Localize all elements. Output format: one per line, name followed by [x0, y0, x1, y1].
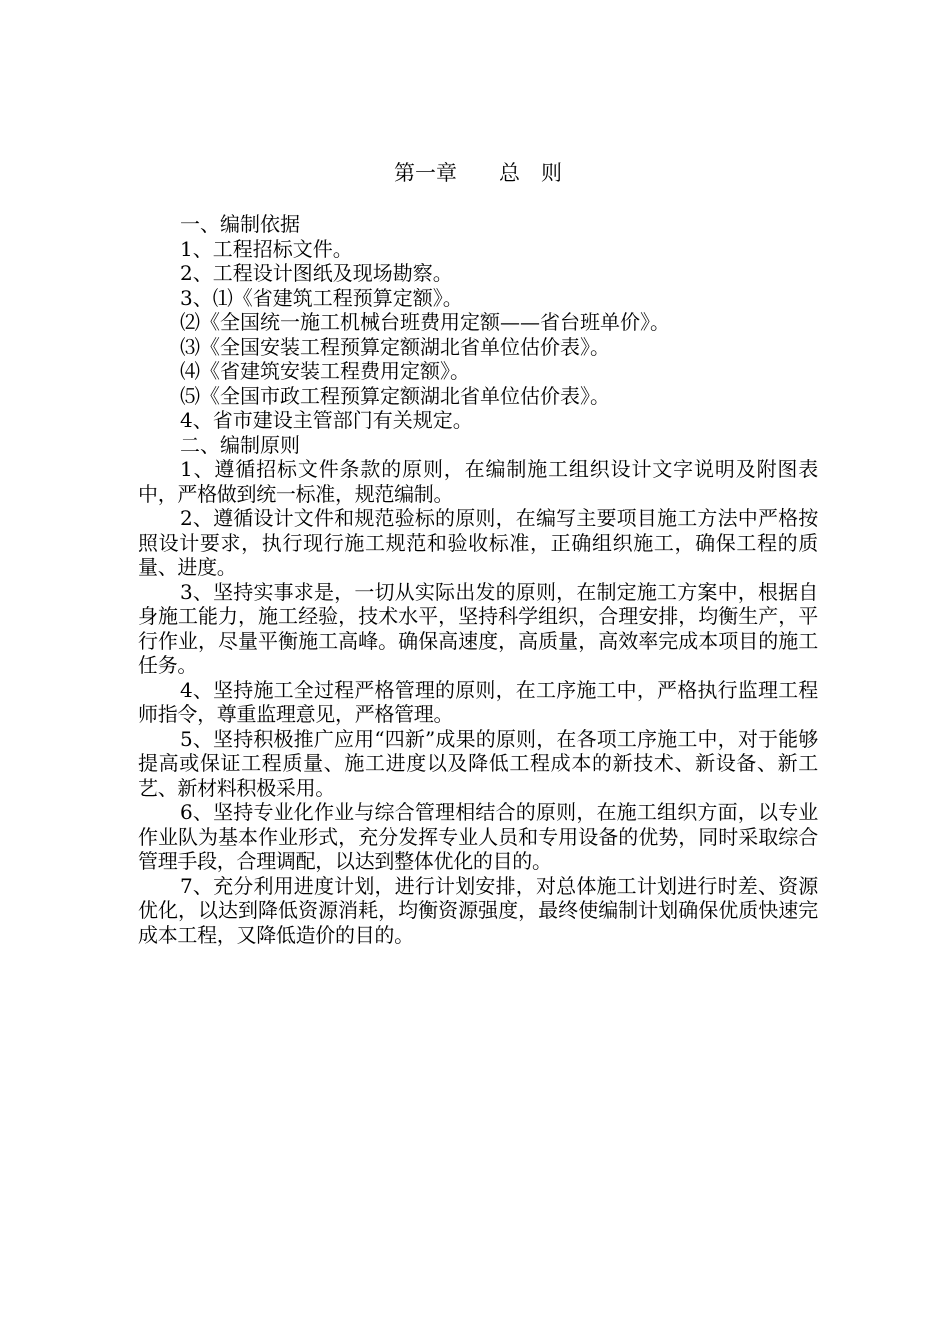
chapter-title: 第一章 总 则 — [394, 161, 562, 185]
principle-paragraph: 3、坚持实事求是，一切从实际出发的原则，在制定施工方案中，根据自身施工能力，施工经验，技术水平，坚持科学组织，合理安排，均衡生产，平行作业，尽量平衡施工高峰。确保高速度，高质量，高效率完成本项目的施工任务。 — [138, 579, 818, 677]
basis-item: 2、工程设计图纸及现场勘察。 — [180, 261, 453, 285]
basis-subitem: ⑸《全国市政工程预算定额湖北省单位估价表》。 — [180, 383, 610, 408]
basis-subitem: ⑵《全国统一施工机械台班费用定额——省台班单价》。 — [180, 310, 670, 334]
section-heading-principles: 二、编制原则 — [180, 432, 300, 457]
document-page — [138, 156, 818, 947]
basis-item: 1、工程招标文件。 — [180, 236, 353, 261]
basis-item: 3、⑴《省建筑工程预算定额》。 — [180, 285, 463, 310]
basis-subitem: ⑶《全国安装工程预算定额湖北省单位估价表》。 — [180, 334, 610, 359]
principle-paragraph: 2、遵循设计文件和规范验标的原则，在编写主要项目施工方法中严格按照设计要求，执行现行施工规范和验收标准，正确组织施工，确保工程的质量、进度。 — [138, 506, 818, 579]
principle-paragraph: 4、坚持施工全过程严格管理的原则，在工序施工中，严格执行监理工程师指令，尊重监理意见，严格管理。 — [138, 677, 818, 726]
document-body — [138, 212, 818, 947]
basis-item: 4、省市建设主管部门有关规定。 — [180, 408, 473, 432]
principle-paragraph: 6、坚持专业化作业与综合管理相结合的原则，在施工组织方面，以专业作业队为基本作业形式，充分发挥专业人员和专用设备的优势，同时采取综合管理手段，合理调配，以达到整体优化的目的。 — [138, 800, 818, 873]
section-heading-basis: 一、编制依据 — [180, 212, 300, 236]
principle-paragraph: 5、坚持积极推广应用“四新”成果的原则，在各项工序施工中，对于能够提高或保证工程质量、施工进度以及降低工程成本的新技术、新设备、新工艺、新材料积极采用。 — [138, 726, 818, 800]
basis-subitem: ⑷《省建筑安装工程费用定额》。 — [180, 359, 470, 383]
principle-paragraph: 7、充分利用进度计划，进行计划安排，对总体施工计划进行时差、资源优化，以达到降低资源消耗，均衡资源强度，最终使编制计划确保优质快速完成本工程，又降低造价的目的。 — [138, 873, 818, 947]
principle-paragraph: 1、遵循招标文件条款的原则，在编制施工组织设计文字说明及附图表中，严格做到统一标准，规范编制。 — [138, 457, 818, 506]
